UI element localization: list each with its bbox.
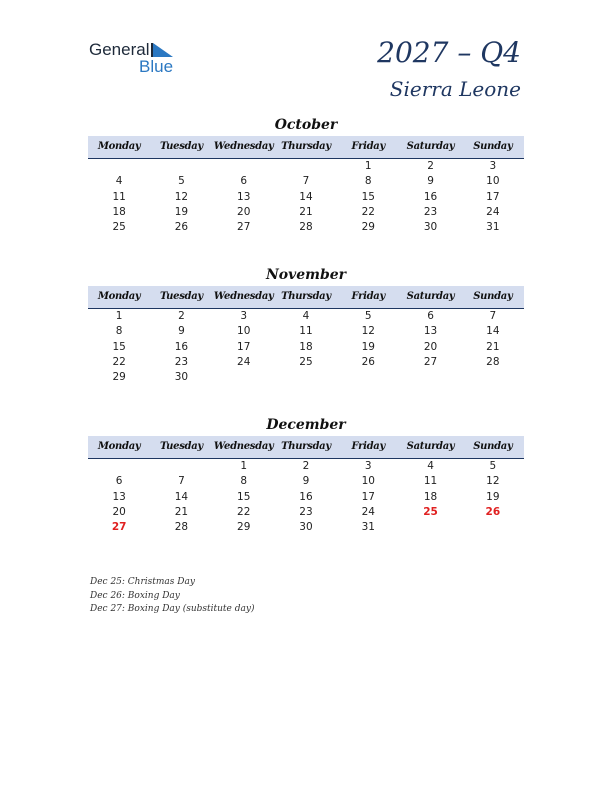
day-cell: 26 [361, 355, 375, 368]
month-calendar-november [88, 266, 524, 385]
holiday-note: Dec 25: Christmas Day [90, 577, 195, 587]
day-cell: 2 [178, 310, 185, 322]
day-cell: 5 [178, 175, 185, 188]
day-cell: 31 [361, 521, 375, 534]
weekday-label: Saturday [406, 291, 455, 302]
week-row [88, 490, 524, 505]
day-cell: 19 [174, 205, 189, 218]
day-cell: 4 [302, 310, 310, 322]
day-cell: 1 [364, 160, 372, 172]
weekday-label: Monday [97, 141, 141, 152]
day-cell: 13 [423, 325, 438, 338]
month-name: October [274, 117, 338, 133]
day-cell: 26 [174, 221, 189, 234]
day-cell: 2 [302, 460, 310, 472]
day-cell [88, 459, 150, 474]
day-cell: 14 [486, 325, 500, 338]
weekday-label: Thursday [281, 441, 331, 452]
weekday-header-row [88, 436, 524, 459]
day-cell: 22 [237, 505, 251, 518]
day-cell: 24 [237, 355, 251, 368]
day-cell: 9 [302, 475, 310, 488]
weekday-label: Monday [97, 291, 141, 302]
day-cell: 22 [112, 355, 126, 368]
day-cell: 11 [112, 190, 126, 203]
day-cell: 27 [423, 355, 438, 368]
day-cell [213, 370, 275, 385]
weekday-label: Wednesday [213, 141, 274, 152]
weekday-label: Sunday [473, 441, 513, 452]
page-title: 2027 – Q4 [377, 36, 521, 69]
day-cell: 1 [115, 310, 123, 322]
day-cell: 17 [486, 190, 500, 203]
day-cell: 15 [237, 490, 251, 503]
day-cell [88, 159, 150, 174]
day-cell: 7 [489, 310, 497, 322]
week-row [88, 220, 524, 235]
weekday-label: Sunday [473, 291, 513, 302]
week-row [88, 520, 524, 535]
week-row [88, 174, 524, 189]
weekday-label: Tuesday [159, 291, 203, 302]
week-row [88, 159, 524, 174]
day-cell [462, 370, 524, 385]
day-cell: 8 [115, 325, 123, 338]
day-cell: 24 [486, 205, 500, 218]
day-cell: 30 [174, 371, 189, 384]
day-cell: 29 [361, 221, 375, 234]
day-cell: 11 [423, 475, 438, 488]
day-cell: 15 [361, 190, 375, 203]
day-cell: 6 [240, 175, 248, 188]
day-cell: 11 [299, 325, 313, 338]
day-cell [399, 520, 461, 535]
country-subtitle: Sierra Leone [389, 77, 521, 101]
day-cell: 18 [112, 205, 126, 218]
logo-word-blue: Blue [139, 57, 174, 76]
day-cell: 4 [115, 175, 123, 188]
day-cell: 4 [427, 460, 434, 472]
day-cell: 16 [299, 490, 313, 503]
day-cell: 16 [174, 340, 189, 353]
day-cell: 28 [174, 521, 189, 534]
day-cell: 30 [423, 221, 438, 234]
day-cell: 29 [112, 371, 126, 384]
weekday-label: Saturday [406, 141, 455, 152]
week-row [88, 370, 524, 385]
day-cell: 13 [237, 190, 251, 203]
month-name: December [266, 417, 346, 433]
day-cell: 10 [486, 175, 500, 188]
week-row [88, 324, 524, 339]
day-cell: 6 [115, 475, 123, 488]
day-cell: 8 [364, 175, 372, 188]
day-cell: 29 [237, 521, 251, 534]
weekday-label: Tuesday [159, 141, 203, 152]
day-cell: 3 [364, 460, 372, 472]
day-cell: 21 [486, 340, 500, 353]
day-cell: 23 [423, 205, 438, 218]
day-cell [337, 370, 399, 385]
weekday-label: Friday [351, 441, 385, 452]
day-cell [150, 459, 212, 474]
week-row [88, 190, 524, 205]
day-cell: 15 [112, 340, 126, 353]
day-cell: 23 [299, 505, 313, 518]
weekday-label: Tuesday [159, 441, 203, 452]
day-cell: 16 [423, 190, 438, 203]
day-cell: 19 [361, 340, 375, 353]
holiday-notes [90, 576, 254, 617]
weekday-label: Thursday [281, 291, 331, 302]
day-cell [462, 520, 524, 535]
day-cell: 27 [237, 221, 251, 234]
day-cell: 6 [427, 310, 434, 322]
weekday-label: Monday [97, 441, 141, 452]
generalblue-logo [89, 40, 189, 76]
week-row [88, 340, 524, 355]
day-cell [150, 159, 212, 174]
day-cell: 24 [361, 505, 375, 518]
day-cell: 21 [174, 505, 189, 518]
day-cell: 25 [423, 505, 438, 518]
day-cell: 27 [111, 521, 127, 534]
day-cell: 12 [486, 475, 500, 488]
day-cell [399, 370, 461, 385]
day-cell: 20 [112, 505, 126, 518]
day-cell: 25 [299, 355, 313, 368]
day-cell: 19 [486, 490, 500, 503]
weekday-label: Wednesday [213, 291, 274, 302]
day-cell: 1 [240, 460, 248, 472]
weekday-label: Wednesday [213, 441, 274, 452]
day-cell: 14 [174, 490, 189, 503]
month-calendar-october [88, 116, 524, 235]
month-name: November [265, 267, 347, 283]
weekday-header-row [88, 136, 524, 159]
day-cell [275, 370, 337, 385]
day-cell: 8 [240, 475, 248, 488]
day-cell: 3 [489, 160, 497, 172]
day-cell: 13 [112, 490, 126, 503]
day-cell: 5 [489, 460, 497, 472]
weekday-label: Friday [351, 141, 385, 152]
day-cell: 17 [237, 340, 251, 353]
week-row [88, 459, 524, 474]
weekday-label: Thursday [281, 141, 331, 152]
logo-word-general: General [89, 40, 150, 59]
day-cell: 12 [361, 325, 375, 338]
day-cell: 10 [361, 475, 375, 488]
day-cell: 28 [486, 355, 500, 368]
day-cell: 9 [178, 325, 185, 338]
weekday-label: Saturday [406, 441, 455, 452]
day-cell: 3 [240, 310, 248, 322]
day-cell: 28 [299, 221, 313, 234]
day-cell: 10 [237, 325, 251, 338]
day-cell: 30 [299, 521, 313, 534]
day-cell: 20 [237, 205, 251, 218]
day-cell: 23 [174, 355, 189, 368]
day-cell: 7 [302, 175, 310, 188]
weekday-label: Friday [351, 291, 385, 302]
week-row [88, 205, 524, 220]
day-cell: 7 [178, 475, 185, 488]
holiday-note: Dec 27: Boxing Day (substitute day) [90, 604, 255, 614]
day-cell: 21 [299, 205, 313, 218]
weekday-header-row [88, 286, 524, 309]
day-cell: 2 [427, 160, 434, 172]
weekday-label: Sunday [473, 141, 513, 152]
day-cell: 9 [427, 175, 434, 188]
day-cell: 26 [485, 505, 501, 518]
day-cell [213, 159, 275, 174]
week-row [88, 309, 524, 324]
day-cell: 14 [299, 190, 313, 203]
week-row [88, 474, 524, 489]
day-cell: 31 [486, 221, 500, 234]
day-cell: 17 [361, 490, 375, 503]
day-cell: 5 [364, 310, 372, 322]
logo-triangle-icon [151, 42, 175, 58]
day-cell: 18 [423, 490, 438, 503]
day-cell: 25 [112, 221, 126, 234]
day-cell: 22 [361, 205, 375, 218]
day-cell: 20 [423, 340, 438, 353]
week-row [88, 355, 524, 370]
week-row [88, 505, 524, 520]
holiday-note: Dec 26: Boxing Day [90, 590, 180, 601]
day-cell: 12 [174, 190, 189, 203]
month-calendar-december [88, 416, 524, 535]
day-cell: 18 [299, 340, 313, 353]
day-cell [275, 159, 337, 174]
